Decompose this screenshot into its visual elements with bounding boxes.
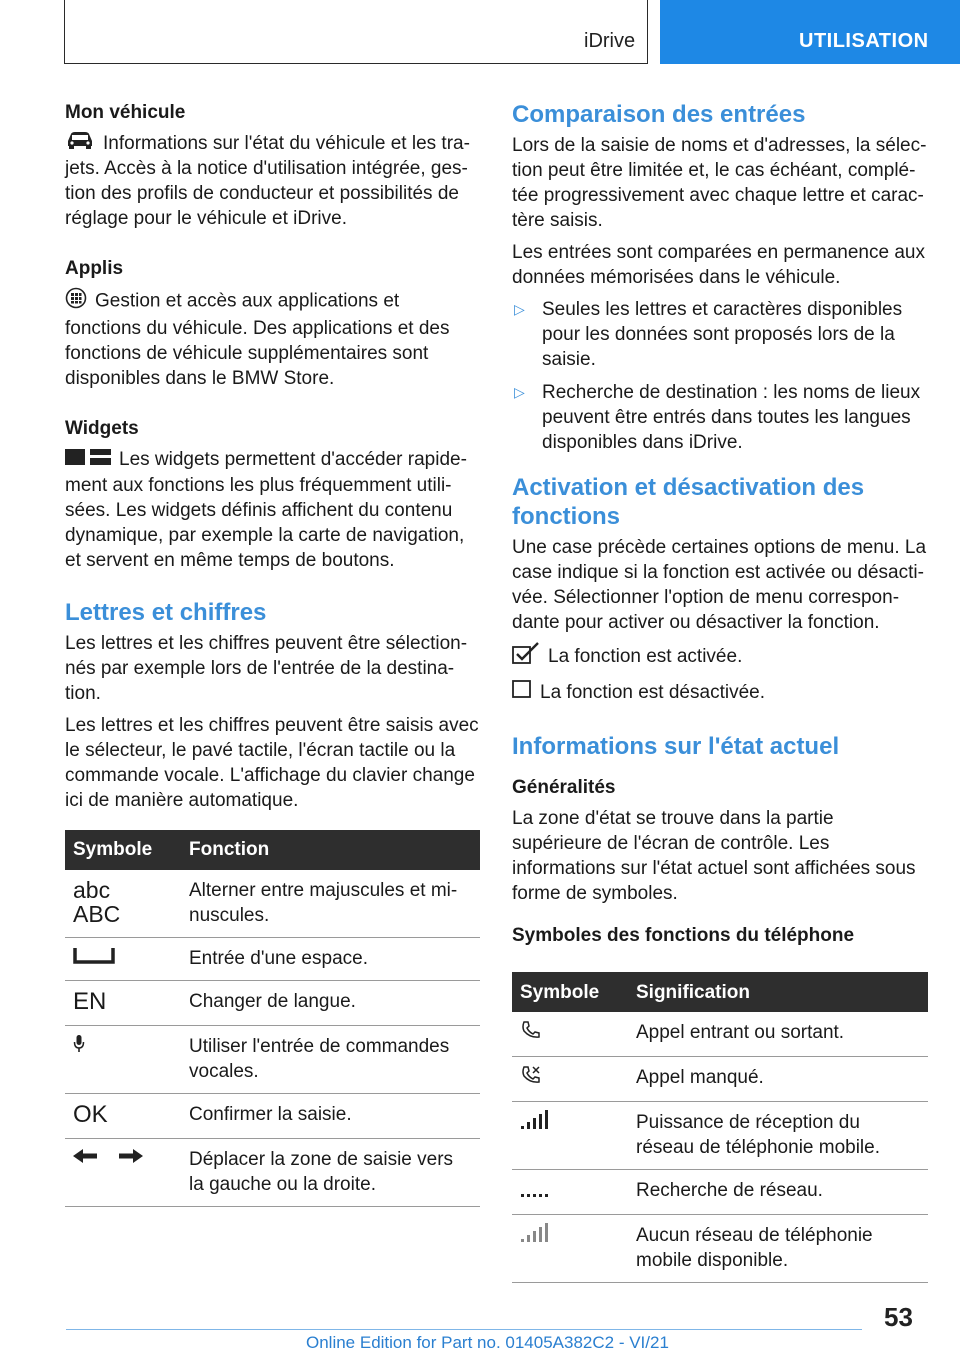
- function-cell: Entrée d'une espace.: [181, 937, 480, 980]
- confirm-symbol: OK: [73, 1100, 108, 1128]
- missed-call-icon: [520, 1069, 542, 1090]
- arrow-left-right-icon: [73, 1149, 143, 1170]
- section-title: UTILISATION: [799, 30, 929, 52]
- widgets-text: [65, 447, 480, 572]
- meaning-cell: Puissance de réception du réseau de téléphonie mobile.: [628, 1102, 928, 1170]
- comparaison-title: Comparaison des entrées: [512, 101, 806, 128]
- comparaison-p1: Lors de la saisie de noms et d'adresses, la sélec-tion peut être limitée et, le cas échéant, complé-tée progressivement avec chaque lettre et carac-tère saisis.: [512, 135, 927, 231]
- signal-strength-icon: [520, 1114, 548, 1135]
- symbol-cell: [65, 937, 181, 980]
- language-symbol: EN: [73, 987, 107, 1015]
- applis-title: Applis: [65, 258, 124, 280]
- symbol-cell: [512, 1057, 628, 1102]
- meaning-cell: Appel entrant ou sortant.: [628, 1012, 928, 1057]
- unchecked-label: La fonction est désactivée.: [540, 682, 765, 703]
- widgets-desc: Les widgets permettent d'accéder rapide-ment aux fonctions les plus fréquemment utili-sées. Les widgets définis affichent du contenu dynamique, par exemple la carte de navigation, et servent en même temps de boutons.: [65, 449, 467, 571]
- meaning-cell: Appel manqué.: [628, 1057, 928, 1102]
- table-row: [512, 1057, 928, 1102]
- table-row: [512, 1215, 928, 1283]
- case-symbol-lower: abc: [73, 876, 111, 903]
- phone-symbols-title: Symboles des fonctions du téléphone: [512, 925, 855, 946]
- mon-vehicule-text: [65, 131, 480, 231]
- table-header-row: [65, 830, 480, 870]
- function-cell: Déplacer la zone de saisie vers la gauche ou la droite.: [181, 1138, 480, 1206]
- table-row: [65, 1025, 480, 1093]
- symbol-cell: [65, 980, 181, 1025]
- symbol-cell: [512, 1215, 628, 1283]
- checked-row: [512, 642, 928, 671]
- phone-symbols-table: [512, 972, 928, 1283]
- table-header-fonction: Fonction: [181, 830, 480, 870]
- apps-icon: [65, 287, 87, 316]
- table-row: [65, 980, 480, 1025]
- applis-text: [65, 287, 480, 391]
- comparaison-p2: Les entrées sont comparées en permanence aux données mémorisées dans le véhicule.: [512, 242, 925, 288]
- case-symbol-upper: ABC: [73, 900, 121, 927]
- table-header-signification: Signification: [628, 972, 928, 1012]
- function-cell: Confirmer la saisie.: [181, 1093, 480, 1138]
- space-bar-icon: [73, 948, 115, 969]
- symbol-cell: [65, 1093, 181, 1138]
- triangle-bullet-icon: ▷: [514, 384, 525, 400]
- no-network-icon: [520, 1227, 548, 1248]
- triangle-bullet-icon: ▷: [514, 301, 525, 317]
- unchecked-row: [512, 679, 928, 706]
- function-cell: Changer de langue.: [181, 980, 480, 1025]
- widgets-title: Widgets: [65, 418, 139, 440]
- footer-divider: [66, 1329, 862, 1330]
- list-item: [512, 380, 928, 455]
- symbol-cell: [512, 1102, 628, 1170]
- generalites-text: La zone d'état se trouve dans la partie supérieure de l'écran de contrôle. Les informations sur l'état actuel sont affichées sous forme de symboles.: [512, 808, 916, 904]
- table-header-row: [512, 972, 928, 1012]
- informations-title: Informations sur l'état actuel: [512, 733, 840, 760]
- list-item: [512, 297, 928, 372]
- mon-vehicule-desc: Informations sur l'état du véhicule et les tra-jets. Accès à la notice d'utilisation intégrée, ges-tion des profils de conducteur et possibilités de réglage pour le véhicule et iDrive.: [65, 133, 470, 230]
- symbol-cell: [65, 1138, 181, 1206]
- page-number: 53: [884, 1302, 913, 1332]
- symbol-cell: [512, 1012, 628, 1057]
- table-header-symbole: Symbole: [512, 972, 628, 1012]
- network-search-icon: [520, 1182, 548, 1203]
- lettres-title: Lettres et chiffres: [65, 598, 267, 626]
- activation-title: Activation et désactivation des fonctions: [512, 474, 865, 530]
- chapter-title: iDrive: [584, 30, 636, 52]
- table-row: [65, 937, 480, 980]
- lettres-p1: Les lettres et les chiffres peuvent être sélection-nés par exemple lors de l'entrée de la destina-tion.: [65, 632, 468, 704]
- lettres-p2: Les lettres et les chiffres peuvent être saisis avec le sélecteur, le pavé tactile, l'écran tactile ou la commande vocale. L'affichage du clavier change ici de manière automatique.: [65, 714, 479, 811]
- activation-p1: Une case précède certaines options de menu. La case indique si la fonction est activée ou désacti-vée. Sélectionner l'option de menu correspon-dante pour activer ou désactiver la fonction.: [512, 537, 927, 633]
- phone-call-icon: [520, 1024, 542, 1045]
- comparaison-list: [512, 297, 928, 455]
- applis-desc: Gestion et accès aux applications et fonctions du véhicule. Des applications et des fonctions de véhicule supplémentaires sont disponibles dans le BMW Store.: [65, 291, 450, 390]
- table-row: [65, 1138, 480, 1206]
- widgets-icon: [65, 448, 111, 473]
- meaning-cell: Recherche de réseau.: [628, 1170, 928, 1215]
- list-item-text: Seules les lettres et caractères disponibles pour les données sont proposés lors de la saisie.: [542, 299, 903, 370]
- car-icon: [65, 131, 95, 156]
- symbol-cell: [512, 1170, 628, 1215]
- left-column: [65, 100, 480, 1207]
- footer-edition: Online Edition for Part no. 01405A382C2 - VI/21: [306, 1333, 669, 1352]
- right-column: [512, 100, 928, 1283]
- function-cell: Utiliser l'entrée de commandes vocales.: [181, 1025, 480, 1093]
- checked-label: La fonction est activée.: [548, 646, 743, 667]
- table-row: [65, 1093, 480, 1138]
- symbol-cell: [65, 870, 181, 938]
- table-row: [65, 870, 480, 938]
- checkbox-checked-icon: [512, 642, 540, 671]
- symbol-cell: [65, 1025, 181, 1093]
- checkbox-unchecked-icon: [512, 679, 532, 706]
- header-frame: [64, 0, 648, 64]
- generalites-title: Généralités: [512, 777, 616, 798]
- mon-vehicule-title: Mon véhicule: [65, 102, 186, 123]
- meaning-cell: Aucun réseau de téléphonie mobile disponible.: [628, 1215, 928, 1283]
- table-row: [512, 1102, 928, 1170]
- table-header-symbole: Symbole: [65, 830, 181, 870]
- table-row: [512, 1170, 928, 1215]
- list-item-text: Recherche de destination : les noms de lieux peuvent être entrés dans toutes les langues disponibles dans iDrive.: [542, 382, 921, 453]
- keyboard-symbols-table: [65, 830, 480, 1207]
- table-row: [512, 1012, 928, 1057]
- function-cell: Alterner entre majuscules et mi-nuscules.: [181, 870, 480, 938]
- microphone-icon: [73, 1038, 85, 1059]
